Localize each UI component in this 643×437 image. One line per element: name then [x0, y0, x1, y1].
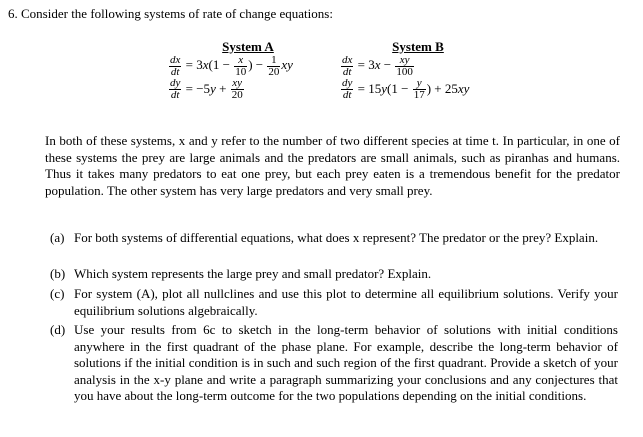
system-a-eq2: $\frac{dy}{dt}$ = −5y + $\frac{xy}{20}$: [170, 77, 243, 102]
part-label: (d): [50, 322, 66, 337]
system-a-eq1: $\frac{dx}{dt}$ = 3x(1 − $\frac{x}{10}$ ) − $\frac{1}{20}$ xy: [170, 53, 293, 78]
part-d: [50, 322, 618, 405]
part-text: Use your results from 6c to sketch in the long-term behavior of solutions with initial conditions anywhere in the first quadrant of the phase plane. For example, describe the long-term behavior of solutions if the initial condition is in such and such region of the first quadrant. Provide a sketch of your analysis in the x-y plane and write a paragraph summarizing your conclusions and any conjectures that you have about the long-term outcome for the two populations depending on the initial conditions.: [74, 322, 618, 403]
part-label: (b): [50, 266, 66, 281]
problem-number: 6.: [8, 6, 18, 21]
part-text: For both systems of differential equations, what does x represent? The predator or the prey? Explain.: [74, 230, 599, 245]
problem-intro: Consider the following systems of rate of change equations:: [21, 6, 333, 21]
part-b: [50, 266, 618, 283]
system-a: [168, 40, 293, 101]
system-a-title: System A: [222, 39, 274, 54]
problem-paragraph: In both of these systems, x and y refer to the number of two different species at time t. In particular, in one of these systems the prey are large animals and the predators are small animals, such as piranhas and humans. Thus it takes many predators to eat one prey, but each prey eaten is a tremendous benefit for the predator population. The other system has very large predators and very small prey.: [45, 133, 620, 198]
part-a: [50, 230, 618, 247]
part-label: (c): [50, 286, 65, 301]
system-b-title: System B: [392, 39, 444, 54]
system-b-eq2: $\frac{dy}{dt}$ = 15y(1 − $\frac{y}{17}$ ) + 25xy: [342, 77, 470, 102]
system-b: [340, 40, 469, 101]
system-b-eq1: $\frac{dx}{dt}$ = 3x − $\frac{xy}{100}$: [342, 53, 413, 78]
part-label: (a): [50, 230, 65, 245]
part-text: Which system represents the large prey and small predator? Explain.: [74, 266, 432, 281]
part-c: [50, 286, 618, 319]
part-text: For system (A), plot all nullclines and use this plot to determine all equilibrium solutions. Verify your equilibrium solutions algebraically.: [74, 286, 618, 318]
problem-header: [8, 6, 333, 22]
